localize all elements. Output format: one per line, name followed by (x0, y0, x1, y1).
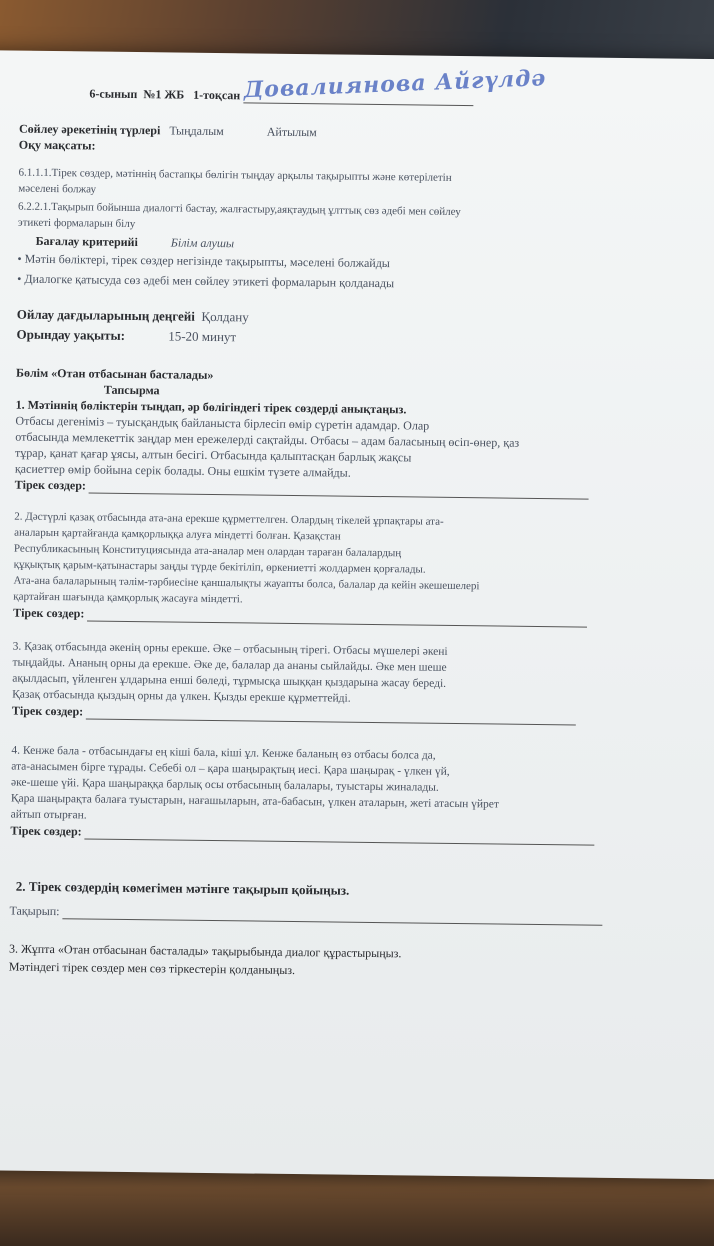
title-row (9, 903, 602, 926)
grade: 6-сынып (89, 86, 138, 102)
keywords-label: Тірек сөздер: (10, 823, 82, 839)
title-blank[interactable] (62, 906, 602, 926)
keywords-row-3 (12, 703, 576, 726)
p2-line-4: құқықтық қарым-қатынастары заңды түрде бекітіліп, өркениетті жолдармен қорғалады. (13, 558, 426, 576)
p2-line-1: 2. Дәстүрлі қазақ отбасында ата-ана ерекше құрметтелген. Олардың тікелей ұрпақтары ата- (14, 510, 444, 528)
p1-line-4: қасиеттер өмір бойына серік болады. Оны ешкім түзете алмайды. (14, 461, 351, 480)
p2-line-2: аналарын қартайғанда қамқорлыққа алуға міндетті болған. Қазақстан (14, 526, 341, 543)
student-signature: Довалиянова Айгүлдә (243, 65, 547, 104)
p4-line-5: айтып отырған. (10, 808, 87, 822)
assessment-number: №1 ЖБ (143, 87, 185, 102)
task1-heading: 1. Мәтіннің бөліктерін тыңдап, әр бөлігіндегі тірек сөздерді анықтаңыз. (15, 397, 407, 417)
keywords-label: Тірек сөздер: (11, 703, 84, 719)
p3-line-3: ақылдасып, үйленген ұлдарына енші бөледі, тұрмысқа шыққан қыздарына жасау береді. (12, 672, 447, 690)
task2-heading: 2. Тірек сөздердің көмегімен мәтінге тақырып қойыңыз. (15, 878, 350, 898)
title-label: Тақырып: (9, 903, 60, 919)
p2-line-5: Ата-ана балаларының тәлім-тәрбиесіне қаншалықты жауапты болса, балалар да кейін әкешешелері (13, 574, 480, 593)
header-line (89, 65, 547, 106)
criterion-1: • Мәтін бөліктері, тірек сөздер негізінде тақырыпты, мәселені болжайды (17, 251, 390, 271)
keywords-blank[interactable] (87, 608, 587, 627)
criterion-2: • Диалогке қатысуда сөз әдебі мен сөйлеу этикеті формаларын қолданады (17, 271, 395, 291)
p2-line-6: қартайған шағында қамқорлық жасауға міндетті. (13, 590, 243, 606)
p4-line-2: ата-анасымен бірге тұрады. Себебі ол – қара шаңырақтың иесі. Қара шаңырақ - үлкен үй, (11, 760, 450, 778)
goal-1b: мәселені болжау (18, 182, 97, 196)
keywords-label: Тірек сөздер: (13, 605, 85, 621)
p3-line-1: 3. Қазақ отбасында әкенің орны ерекше. Әке – отбасының тірегі. Отбасы мүшелері әкені (12, 640, 448, 658)
goals-label: Оқу мақсаты: (18, 137, 96, 153)
p2-line-3: Республикасының Конституциясында ата-аналар мен олардан тараған балалардың (13, 542, 402, 560)
keywords-blank[interactable] (86, 706, 576, 725)
name-blank (243, 65, 547, 106)
activity-label: Сөйлеу әрекетінің түрлері (18, 121, 161, 138)
criteria-note: Білім алушы (170, 235, 235, 251)
p4-line-3: әке-шеше үйі. Қара шаңыраққа барлық осы отбасының балалары, туыстары жиналады. (10, 776, 439, 794)
p1-line-2: отбасында мемлекеттік заңдар мен ережелерді сақтайды. Отбасы – адам баласының өсіп-өнер, қаз (15, 429, 520, 450)
thinking-level (17, 307, 249, 326)
activity-listening: Тыңдалым (169, 123, 224, 139)
p1-line-3: тұрар, қанат қағар ұясы, алтын бесігі. Отбасында қалыптасқан барлық жақсы (14, 445, 412, 465)
activity-speaking: Айтылым (266, 124, 317, 140)
keywords-row-2 (13, 605, 587, 628)
goal-2a: 6.2.2.1.Тақырып бойынша диалогті бастау, жалғастыру,аяқтаудың ұлттық сөз әдебі мен сөйлеу (18, 200, 461, 219)
keywords-row-1 (15, 477, 589, 500)
task3-line-2: Мәтіндегі тірек сөздер мен сөз тіркестерін қолданыңыз. (8, 959, 296, 978)
level-label: Ойлау дағдыларының деңгейі (16, 306, 196, 324)
goal-1a: 6.1.1.1.Тірек сөздер, мәтіннің бастапқы бөлігін тыңдау арқылы тақырыпты және көтерілетін (18, 166, 452, 184)
p1-line-1: Отбасы дегеніміз – туысқандық байланыста бірлесіп өмір сүретін адамдар. Олар (15, 413, 430, 433)
time-label: Орындау уақыты: (16, 326, 126, 343)
term: 1-тоқсан (193, 87, 241, 103)
keywords-blank[interactable] (89, 480, 589, 499)
p4-line-1: 4. Кенже бала - отбасындағы ең кіші бала, кіші ұл. Кенже баланың өз отбасы болса да, (11, 744, 436, 762)
worksheet-paper (0, 50, 714, 1179)
level-value: Қолдану (201, 308, 249, 325)
time-value: 15-20 минут (168, 328, 237, 345)
worksheet-content (8, 65, 714, 978)
keywords-row-4 (10, 823, 594, 846)
criteria-row (36, 233, 235, 251)
keywords-label: Тірек сөздер: (14, 477, 87, 493)
keywords-blank[interactable] (85, 826, 595, 845)
goal-2b: этикеті формаларын білу (17, 216, 136, 231)
section-title: Бөлім «Отан отбасынан басталады» (15, 365, 214, 382)
p3-line-2: тыңдайды. Ананың орны да ерекше. Әке де, балалар да ананы сыйлайды. Әке мен шеше (12, 656, 447, 674)
task-heading: Тапсырма (103, 382, 160, 398)
p3-line-4: Қазақ отбасында қыздың орны да үлкен. Қызды ерекше құрметтейді. (12, 688, 351, 705)
task3-line-1: 3. Жұпта «Отан отбасынан басталады» тақырыбында диалог құрастырыңыз. (8, 941, 402, 961)
time-row (16, 327, 236, 346)
criteria-label: Бағалау критерийі (35, 233, 138, 250)
p4-line-4: Қара шаңырақта балаға туыстарын, нағашыларын, ата-бабасын, үлкен аталарын, жеті атасын үйрет (10, 792, 500, 811)
